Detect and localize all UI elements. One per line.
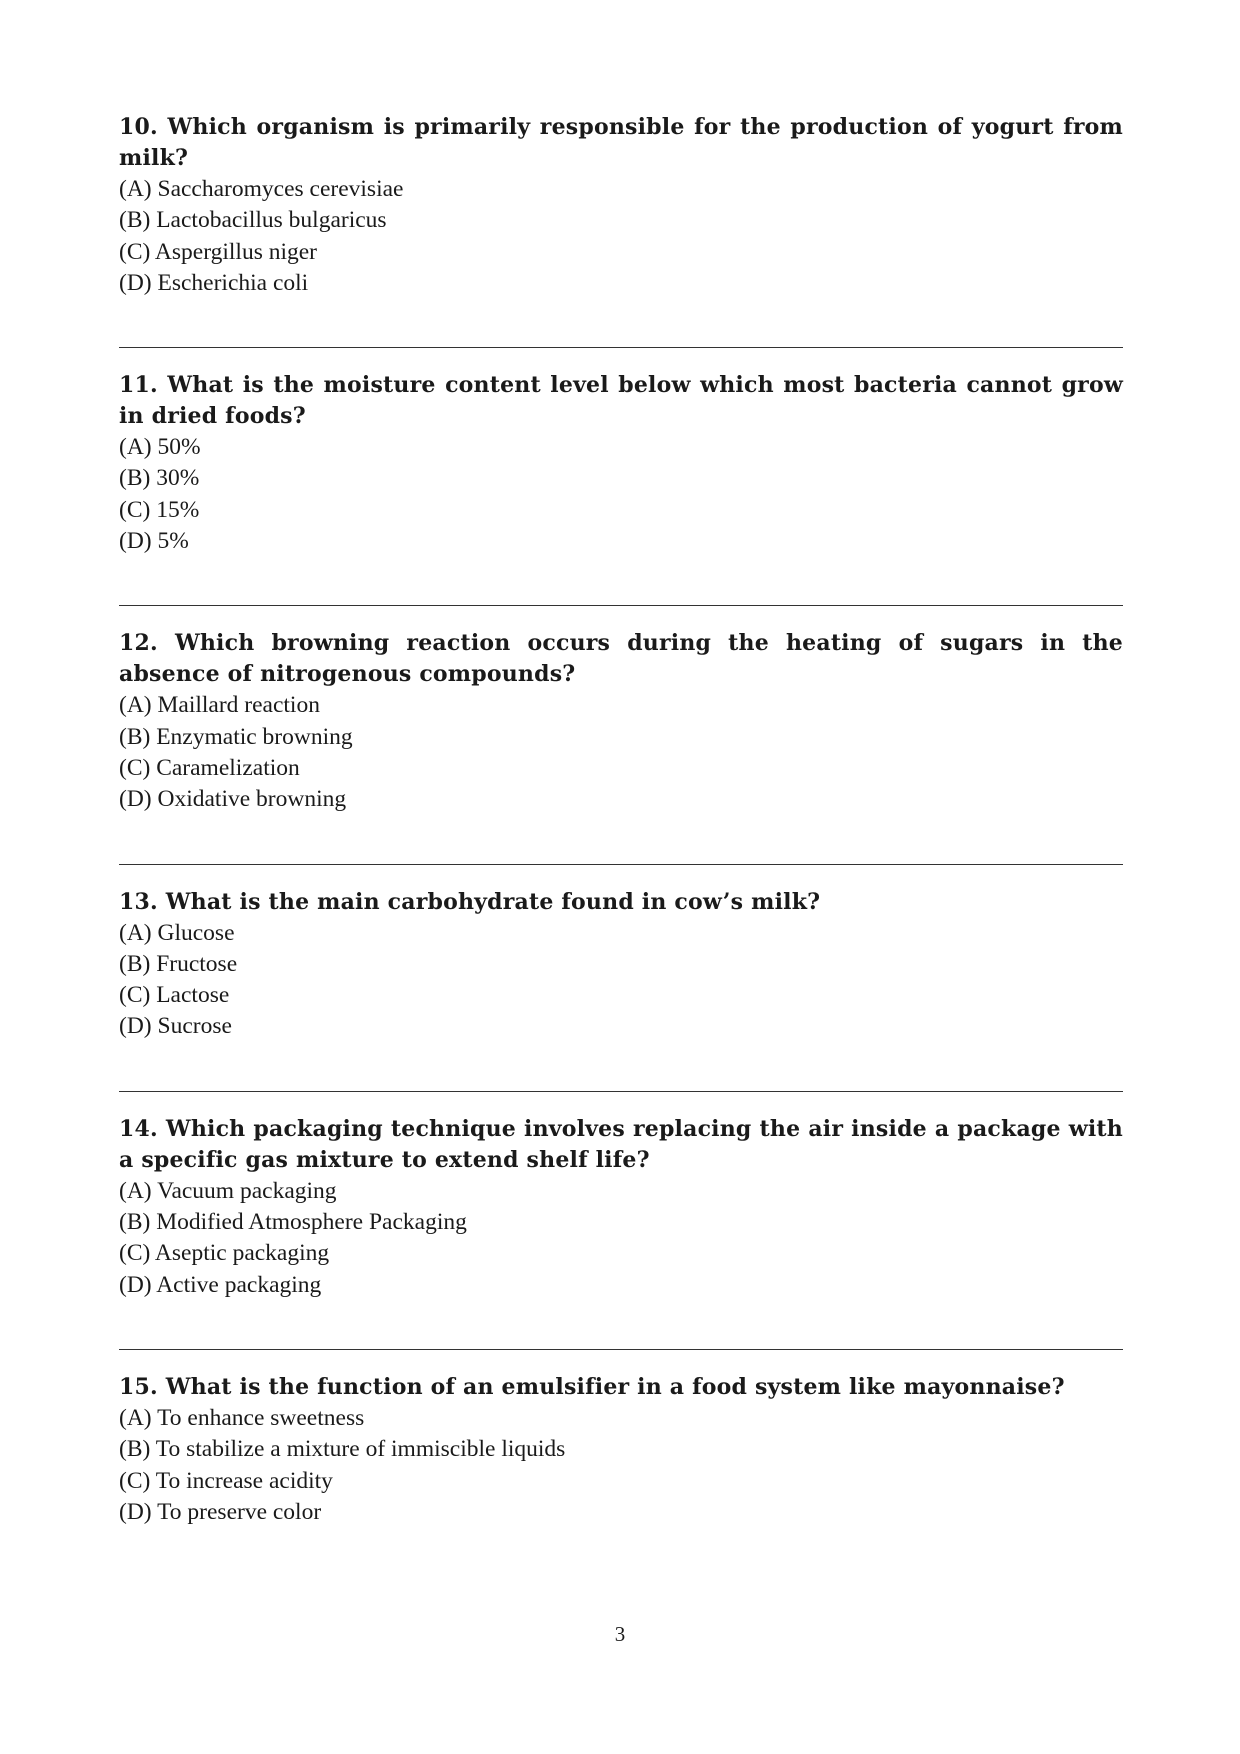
option-c: (C) Aspergillus niger bbox=[119, 238, 317, 265]
question-text bbox=[119, 887, 1123, 918]
option-b: (B) 30% bbox=[119, 465, 200, 492]
option-b: (B) Enzymatic browning bbox=[119, 723, 353, 750]
option-d: (D) 5% bbox=[119, 528, 189, 555]
question-text bbox=[119, 628, 1123, 690]
option-list bbox=[119, 690, 1123, 815]
option-c: (C) 15% bbox=[119, 496, 200, 523]
question-14 bbox=[119, 1114, 1123, 1301]
option-list bbox=[119, 174, 1123, 299]
question-text bbox=[119, 112, 1123, 174]
option-a: (A) Glucose bbox=[119, 919, 235, 946]
question-prompt: What is the function of an emulsifier in a food system like mayonnaise? bbox=[165, 1373, 1065, 1400]
question-text bbox=[119, 1114, 1123, 1176]
question-number: 11. bbox=[119, 372, 158, 399]
option-c: (C) To increase acidity bbox=[119, 1467, 333, 1494]
option-d: (D) Escherichia coli bbox=[119, 269, 309, 296]
option-list bbox=[119, 918, 1123, 1043]
option-c: (C) Aseptic packaging bbox=[119, 1240, 330, 1267]
option-d: (D) Sucrose bbox=[119, 1013, 232, 1040]
question-divider bbox=[119, 347, 1123, 348]
option-list bbox=[119, 1176, 1123, 1301]
option-a: (A) Saccharomyces cerevisiae bbox=[119, 176, 404, 202]
option-d: (D) Active packaging bbox=[119, 1271, 322, 1298]
question-12 bbox=[119, 628, 1123, 815]
option-b: (B) Lactobacillus bulgaricus bbox=[119, 207, 387, 234]
page-number: 3 bbox=[614, 1622, 626, 1646]
question-number: 13. bbox=[119, 888, 158, 915]
option-d: (D) To preserve color bbox=[119, 1498, 322, 1525]
question-number: 15. bbox=[119, 1373, 158, 1400]
question-15 bbox=[119, 1372, 1123, 1528]
question-text bbox=[119, 1372, 1123, 1403]
question-prompt: What is the main carbohydrate found in cow’s milk? bbox=[165, 888, 821, 915]
question-13 bbox=[119, 887, 1123, 1043]
option-c: (C) Caramelization bbox=[119, 754, 300, 781]
option-a: (A) To enhance sweetness bbox=[119, 1404, 365, 1431]
option-list bbox=[119, 432, 1123, 557]
option-a: (A) Maillard reaction bbox=[119, 692, 320, 719]
question-number: 12. bbox=[119, 630, 158, 657]
question-number: 10. bbox=[119, 114, 158, 140]
question-11 bbox=[119, 370, 1123, 557]
question-divider bbox=[119, 864, 1123, 865]
question-prompt: Which browning reaction occurs during the heating of sugars in the absence of nitrogenous compounds? bbox=[119, 630, 1123, 688]
question-prompt: Which packaging technique involves replacing the air inside a package with a specific gas mixture to extend shelf life? bbox=[119, 1115, 1123, 1173]
option-b: (B) Fructose bbox=[119, 950, 238, 977]
option-list bbox=[119, 1403, 1123, 1528]
option-d: (D) Oxidative browning bbox=[119, 786, 347, 813]
question-text bbox=[119, 370, 1123, 432]
question-number: 14. bbox=[119, 1115, 158, 1142]
question-prompt: What is the moisture content level below which most bacteria cannot grow in dried foods? bbox=[119, 372, 1123, 430]
question-page bbox=[119, 112, 1123, 1528]
question-divider bbox=[119, 605, 1123, 606]
option-c: (C) Lactose bbox=[119, 982, 230, 1009]
question-divider bbox=[119, 1349, 1123, 1350]
option-b: (B) To stabilize a mixture of immiscible liquids bbox=[119, 1436, 566, 1463]
option-b: (B) Modified Atmosphere Packaging bbox=[119, 1209, 467, 1236]
question-divider bbox=[119, 1091, 1123, 1092]
option-a: (A) 50% bbox=[119, 434, 201, 461]
question-prompt: Which organism is primarily responsible for the production of yogurt from milk? bbox=[119, 114, 1124, 171]
question-10 bbox=[119, 112, 1123, 299]
option-a: (A) Vacuum packaging bbox=[119, 1177, 337, 1204]
